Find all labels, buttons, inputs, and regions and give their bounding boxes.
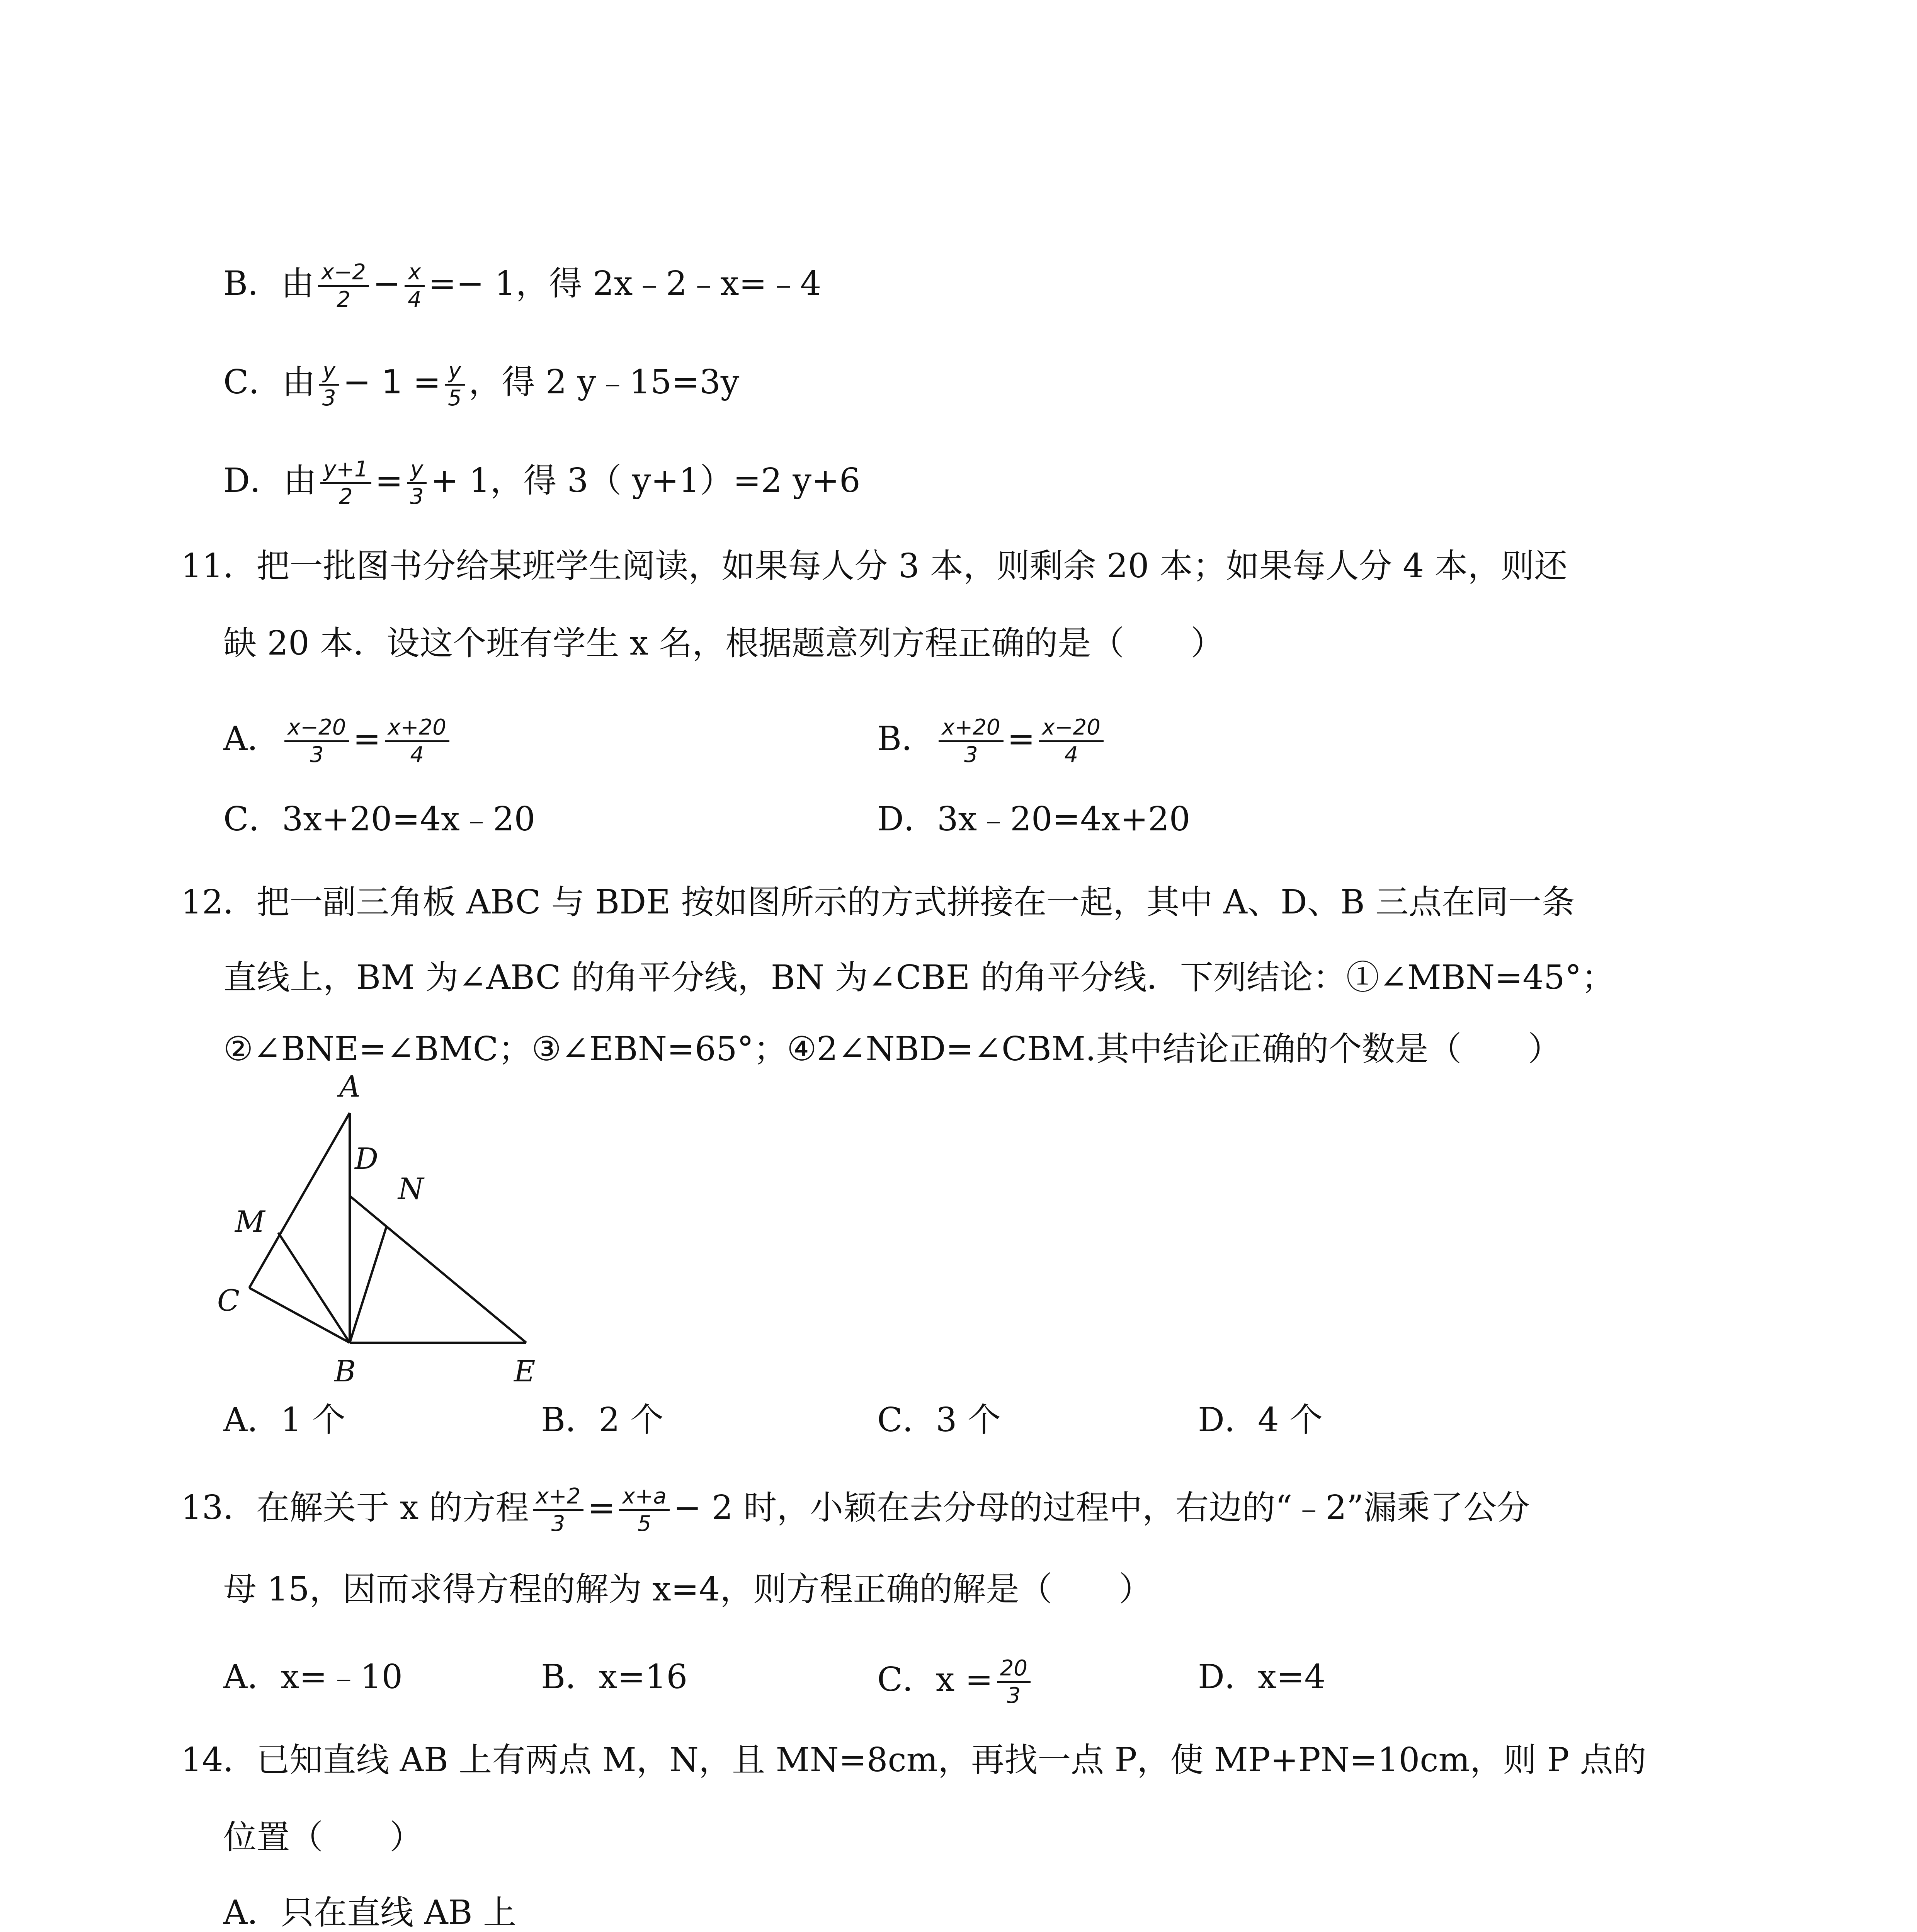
numerator: x+20 bbox=[385, 715, 449, 742]
fraction bbox=[405, 260, 425, 313]
q13-stem-line2: 母 15，因而求得方程的解为 x=4，则方程正确的解是（ ） bbox=[223, 1570, 1152, 1609]
text: =− 1，得 2x﹣2﹣x=﹣4 bbox=[428, 264, 822, 303]
q11-option-c: C．3x+20=4x﹣20 bbox=[223, 800, 536, 838]
q12-option-a: A．1 个 bbox=[223, 1401, 346, 1439]
option-label: D． bbox=[223, 461, 283, 500]
label-b: B bbox=[334, 1354, 356, 1388]
numerator: y bbox=[319, 358, 339, 386]
text: 由 bbox=[282, 363, 315, 401]
denominator: 4 bbox=[407, 287, 422, 312]
denominator: 3 bbox=[964, 742, 978, 767]
fraction bbox=[318, 260, 369, 313]
q13-option-b: B．x=16 bbox=[541, 1658, 688, 1696]
fraction bbox=[319, 358, 339, 411]
text: 由 bbox=[281, 264, 315, 303]
q13-stem-line1 bbox=[181, 1484, 1530, 1537]
numerator: x+a bbox=[619, 1484, 669, 1511]
text: 13．在解关于 x 的方程 bbox=[181, 1488, 529, 1527]
q12-stem-line3: ②∠BNE=∠BMC；③∠EBN=65°；④2∠NBD=∠CBM.其中结论正确的个数是（ ） bbox=[223, 1030, 1561, 1068]
numerator: y+1 bbox=[320, 457, 371, 484]
fraction bbox=[619, 1484, 669, 1537]
denominator: 2 bbox=[338, 484, 353, 509]
label-m: M bbox=[235, 1204, 265, 1239]
fraction bbox=[284, 715, 349, 768]
q11-stem-line2: 缺 20 本．设这个班有学生 x 名，根据题意列方程正确的是（ ） bbox=[223, 624, 1224, 663]
q13-option-d: D．x=4 bbox=[1198, 1658, 1326, 1696]
label-c: C bbox=[217, 1283, 240, 1318]
numerator: x−20 bbox=[284, 715, 349, 742]
q10-option-d bbox=[223, 457, 861, 510]
operator: = bbox=[353, 719, 381, 758]
segment-de bbox=[350, 1196, 526, 1343]
denominator: 3 bbox=[410, 484, 424, 509]
denominator: 3 bbox=[551, 1511, 565, 1536]
numerator: y bbox=[407, 457, 427, 484]
fraction bbox=[939, 715, 1003, 768]
operator: = bbox=[375, 461, 403, 500]
operator: = bbox=[587, 1488, 616, 1527]
q11-option-d: D．3x﹣20=4x+20 bbox=[877, 800, 1191, 838]
q11-option-a bbox=[223, 715, 453, 768]
numerator: x bbox=[405, 260, 425, 287]
q12-stem-line2: 直线上，BM 为∠ABC 的角平分线，BN 为∠CBE 的角平分线．下列结论：①∠MBN=45°； bbox=[223, 958, 1615, 997]
text: 由 bbox=[283, 461, 316, 500]
denominator: 4 bbox=[410, 742, 424, 767]
q10-option-c bbox=[223, 358, 739, 411]
operator: − 1 = bbox=[343, 363, 441, 401]
q12-stem-line1: 12．把一副三角板 ABC 与 BDE 按如图所示的方式拼接在一起，其中 A、D、B 三点在同一条 bbox=[181, 883, 1575, 922]
text: + 1，得 3（ y+1）=2 y+6 bbox=[430, 461, 861, 500]
label-d: D bbox=[355, 1141, 378, 1176]
numerator: x+2 bbox=[533, 1484, 584, 1511]
q14-option-a: A．只在直线 AB 上 bbox=[223, 1893, 517, 1932]
fraction bbox=[533, 1484, 584, 1537]
option-label: A． bbox=[223, 719, 281, 758]
denominator: 2 bbox=[337, 287, 350, 312]
numerator: x−2 bbox=[318, 260, 369, 287]
fraction bbox=[385, 715, 449, 768]
text: − 2 时，小颖在去分母的过程中，右边的“﹣2”漏乘了公分 bbox=[673, 1488, 1530, 1527]
label-a: A bbox=[339, 1074, 361, 1104]
q10-option-b bbox=[223, 260, 821, 313]
numerator: y bbox=[445, 358, 465, 386]
option-label: C．x = bbox=[877, 1660, 993, 1699]
fraction bbox=[445, 358, 465, 411]
segment-bn bbox=[350, 1227, 386, 1343]
denominator: 5 bbox=[447, 386, 462, 411]
operator: − bbox=[373, 264, 401, 303]
q11-option-b bbox=[877, 715, 1107, 768]
q12-triangle-figure bbox=[201, 1074, 580, 1399]
numerator: x−20 bbox=[1039, 715, 1104, 742]
fraction bbox=[1039, 715, 1104, 768]
q14-stem-line2: 位置（ ） bbox=[223, 1818, 423, 1857]
fraction bbox=[997, 1656, 1031, 1709]
option-label: B． bbox=[223, 264, 281, 303]
fraction bbox=[320, 457, 371, 510]
label-n: N bbox=[398, 1172, 424, 1206]
option-label: C． bbox=[223, 363, 282, 401]
segment-bm bbox=[278, 1233, 350, 1343]
operator: = bbox=[1007, 719, 1035, 758]
denominator: 5 bbox=[637, 1511, 651, 1536]
q14-stem-line1: 14．已知直线 AB 上有两点 M，N，且 MN=8cm，再找一点 P，使 MP+PN=10cm，则 P 点的 bbox=[181, 1741, 1647, 1779]
label-e: E bbox=[514, 1354, 536, 1388]
fraction bbox=[407, 457, 427, 510]
q12-option-c: C．3 个 bbox=[877, 1401, 1001, 1439]
q13-option-a: A．x=﹣10 bbox=[223, 1658, 403, 1696]
denominator: 4 bbox=[1064, 742, 1078, 767]
q12-option-b: B．2 个 bbox=[541, 1401, 664, 1439]
numerator: 20 bbox=[997, 1656, 1031, 1683]
denominator: 3 bbox=[310, 742, 324, 767]
q11-stem-line1: 11．把一批图书分给某班学生阅读，如果每人分 3 本，则剩余 20 本；如果每人分 4 本，则还 bbox=[181, 547, 1568, 585]
q13-option-c bbox=[877, 1656, 1034, 1709]
option-label: B． bbox=[877, 719, 935, 758]
denominator: 3 bbox=[1007, 1683, 1021, 1708]
segment-ac bbox=[249, 1113, 350, 1288]
numerator: x+20 bbox=[939, 715, 1003, 742]
denominator: 3 bbox=[322, 386, 336, 411]
segment-cb bbox=[249, 1288, 350, 1343]
q12-option-d: D．4 个 bbox=[1198, 1401, 1323, 1439]
text: ，得 2 y﹣15=3y bbox=[468, 363, 740, 401]
